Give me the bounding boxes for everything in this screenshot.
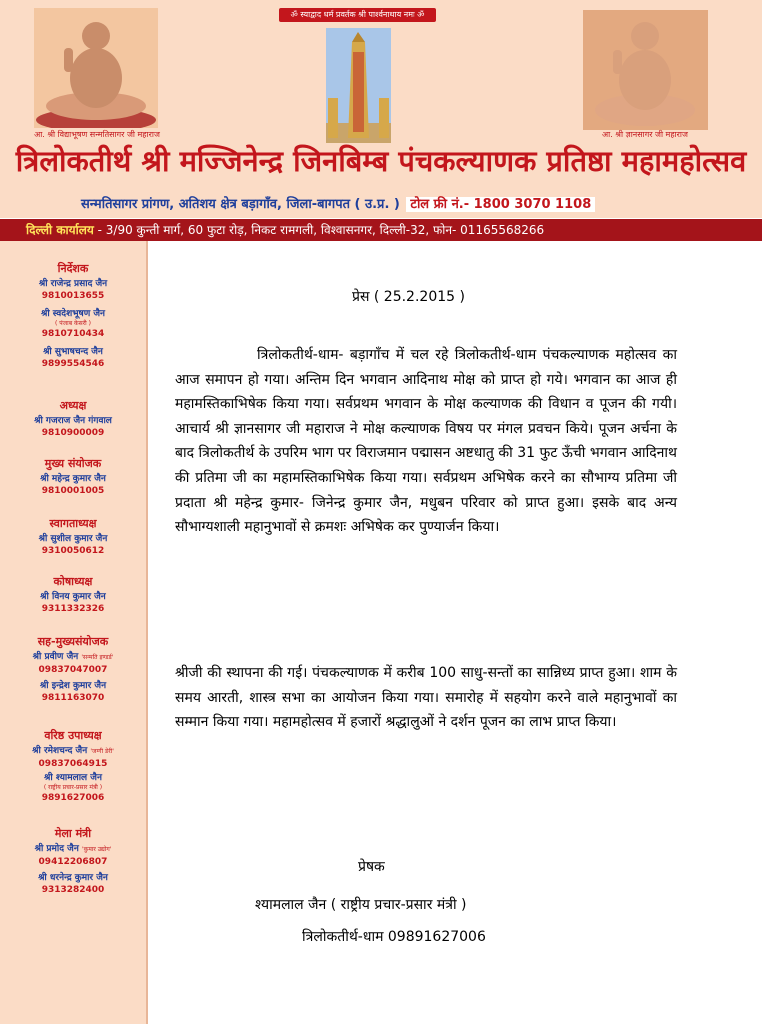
invocation-banner: ॐ स्याद्वाद धर्म प्रवर्तक श्री पार्श्वनाथाय नमः ॐ	[279, 8, 436, 22]
office-address-bar	[0, 219, 762, 241]
member-phone: 9810900009	[41, 428, 105, 438]
member-phone: 9810001005	[41, 486, 105, 496]
member-name: श्री गजराज जैन गंगवाल	[34, 416, 112, 426]
committee-title: कोषाध्यक्ष	[53, 575, 93, 588]
committee-title: वरिष्ठ उपाध्यक्ष	[44, 729, 102, 742]
committee-sidebar	[0, 241, 148, 1024]
member-phone: 9310050612	[41, 546, 105, 556]
member-phone: 9899554546	[41, 359, 105, 369]
member-name: श्री सुशील कुमार जैन	[38, 534, 108, 544]
sender-name: श्यामलाल जैन ( राष्ट्रीय प्रचार-प्रसार मंत्री )	[255, 897, 467, 913]
member-name: श्री श्यामलाल जैन	[44, 773, 102, 783]
temple-tower-image	[326, 28, 391, 143]
committee-adhyaksh	[0, 398, 146, 439]
member-name: श्री रमेशचन्द जैन 'जग्गी डेरी'	[32, 746, 114, 756]
member-phone: 9811163070	[41, 693, 105, 703]
acharya-left-portrait	[34, 8, 158, 128]
member-name: श्री इन्द्रेश कुमार जैन	[39, 681, 107, 691]
sidebar-divider	[146, 241, 148, 1024]
committee-title: मुख्य संयोजक	[44, 457, 102, 470]
member-note: ( पंजाब केसरी )	[55, 320, 91, 327]
committee-title: मेला मंत्री	[54, 827, 92, 840]
caption-left: आ. श्री विद्याभूषण सन्मतिसागर जी महाराज	[34, 130, 160, 139]
committee-nirdeshak	[0, 261, 146, 370]
committee-sah-sanyojak	[0, 634, 146, 704]
committee-varishth	[0, 728, 146, 804]
committee-title: अध्यक्ष	[59, 399, 87, 412]
venue-line	[81, 195, 681, 215]
committee-title: स्वागताध्यक्ष	[49, 517, 97, 530]
member-phone: 09837064915	[38, 759, 108, 769]
member-phone: 9810710434	[41, 329, 105, 339]
committee-kosh	[0, 574, 146, 615]
tollfree-number: टोल फ्री नं.- 1800 3070 1108	[406, 197, 595, 212]
member-phone: 09837047007	[38, 665, 108, 675]
member-note: ( राष्ट्रीय प्रचार-प्रसार मंत्री )	[43, 784, 103, 791]
member-name: श्री महेन्द्र कुमार जैन	[40, 474, 106, 484]
committee-sanyojak	[0, 456, 146, 497]
member-phone: 9313282400	[41, 885, 105, 895]
member-phone: 9891627006	[41, 793, 105, 803]
member-phone: 9810013655	[41, 291, 105, 301]
committee-title: निर्देशक	[57, 262, 89, 275]
press-release-heading: प्रेस ( 25.2.2015 )	[352, 289, 465, 305]
letterhead	[0, 0, 762, 218]
committee-title: सह-मुख्यसंयोजक	[37, 635, 109, 648]
letter-paragraph-2: श्रीजी की स्थापना की गई। पंचकल्याणक में करीब 100 साधु-सन्तों का सान्निध्य प्राप्त हुआ। शाम के समय आरती, शास्त्र सभा का आयोजन किया गया। समारोह में सहयोग करने वाले महानुभावों का सम्मान किया गया। महामहोत्सव में हजारों श्रद्धालुओं ने दर्शन पूजन का लाभ प्राप्त किया।	[175, 665, 677, 731]
office-label: दिल्ली कार्यालय	[26, 223, 94, 237]
event-title: त्रिलोकतीर्थ श्री मज्जिनेन्द्र जिनबिम्ब पंचकल्याणक प्रतिष्ठा महामहोत्सव	[15, 144, 747, 178]
venue-text: सन्मतिसागर प्रांगण, अतिशय क्षेत्र बड़ागाँव, जिला-बागपत ( उ.प्र. )	[81, 197, 400, 212]
member-name: श्री राजेन्द्र प्रसाद जैन	[38, 279, 108, 289]
committee-swagat	[0, 516, 146, 557]
member-name: श्री सुभाषचन्द जैन	[43, 347, 103, 357]
member-phone: 09412206807	[38, 857, 108, 867]
member-name: श्री स्वदेशभूषण जैन	[40, 309, 106, 319]
member-name: श्री प्रमोद जैन 'कुमार उद्योग'	[34, 844, 112, 854]
sender-label: प्रेषक	[358, 859, 385, 875]
committee-mela	[0, 826, 146, 896]
caption-right: आ. श्री ज्ञानसागर जी महाराज	[602, 130, 688, 139]
office-address: - 3/90 कुन्ती मार्ग, 60 फुटा रोड़, निकट रामगली, विश्वासनगर, दिल्ली-32, फोन- 01165568266	[93, 223, 545, 237]
member-name: श्री प्रवीण जैन 'सन्मति इण्डर्ड'	[32, 652, 114, 662]
sender-place: त्रिलोकतीर्थ-धाम 09891627006	[302, 929, 486, 945]
acharya-right-portrait	[583, 10, 708, 130]
member-name: श्री धरनेन्द्र कुमार जैन	[38, 873, 108, 883]
member-name: श्री विनय कुमार जैन	[40, 592, 106, 602]
letter-paragraph-1: त्रिलोकतीर्थ-धाम- बड़ागाँच में चल रहे त्रिलोकतीर्थ-धाम पंचकल्याणक महोत्सव का आज समापन हो गया। अन्तिम दिन भगवान आदिनाथ मोक्ष को प्राप्त हो गये। भगवान का आज ही महामस्तिकाभिषेक किया गया। सर्वप्रथम भगवान के मोक्ष कल्याणक की विधान व पूजन की गयी। आचार्य श्री ज्ञानसागर जी महाराज ने मोक्ष कल्याणक विषय पर मंगल प्रवचन किये। पूजन अर्चना के बाद त्रिलोकतीर्थ के उपरिम भाग पर विराजमान पद्मासन अष्टधातु की 31 फुट ऊँची भगवान आदिनाथ की प्रतिमा जी का महामस्तिकाभिषेक किया गया। सर्वप्रथम अभिषेक करने का सौभाग्य प्रतिमा जी प्रदाता श्री महेन्द्र कुमार- जिनेन्द्र कुमार जैन, मधुबन परिवार को प्राप्त हुआ। इसके बाद अन्य सौभाग्यशाली महानुभावों से क्रमशः अभिषेक कर पुण्यार्जन किया।	[175, 347, 677, 536]
member-phone: 9311332326	[41, 604, 105, 614]
